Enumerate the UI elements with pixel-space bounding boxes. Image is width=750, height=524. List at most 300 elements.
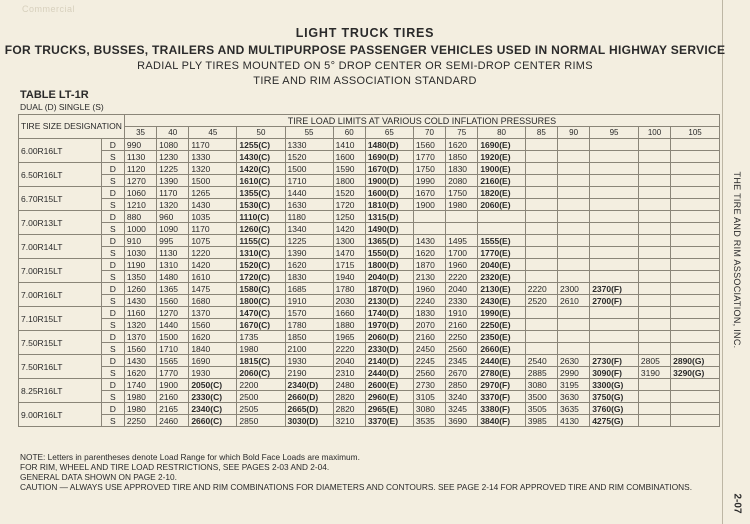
load-cell: 2040 (333, 355, 365, 367)
table-row (19, 211, 720, 223)
load-cell: 1520 (333, 187, 365, 199)
load-cell: 3380(F) (478, 403, 525, 415)
load-cell: 2160 (413, 331, 445, 343)
load-cell (525, 343, 557, 355)
load-cell: 1990(E) (478, 307, 525, 319)
load-cell: 1365(D) (365, 235, 413, 247)
mounting-type-cell: D (101, 331, 124, 343)
load-cell: 2250(E) (478, 319, 525, 331)
load-cell: 1910 (446, 307, 478, 319)
load-cell: 2730 (413, 379, 445, 391)
tire-size-cell: 6.70R15LT (19, 187, 102, 211)
mounting-type-cell: S (101, 247, 124, 259)
load-cell: 2030 (333, 295, 365, 307)
load-cell: 2140(D) (365, 355, 413, 367)
load-cell (590, 175, 639, 187)
load-cell: 1580(C) (237, 283, 285, 295)
load-cell: 2660(D) (285, 391, 333, 403)
load-cell (638, 247, 670, 259)
load-cell (590, 223, 639, 235)
load-cell: 1170 (157, 187, 189, 199)
notes-block (20, 452, 720, 492)
load-cell (671, 331, 720, 343)
pressure-header: 95 (590, 127, 639, 139)
load-cell (638, 319, 670, 331)
load-cell: 1620 (285, 259, 333, 271)
load-cell: 2040(E) (478, 259, 525, 271)
load-cell (590, 163, 639, 175)
load-cell: 2080 (446, 175, 478, 187)
rim-description: RADIAL PLY TIRES MOUNTED ON 5° DROP CENTER OR SEMI-DROP CENTER RIMS (137, 60, 593, 72)
load-cell: 1600 (333, 151, 365, 163)
load-cell (590, 271, 639, 283)
table-legend: DUAL (D) SINGLE (S) (20, 102, 104, 112)
load-cell: 1430 (124, 355, 156, 367)
page-subtitle: FOR TRUCKS, BUSSES, TRAILERS AND MULTIPURPOSE PASSENGER VEHICLES USED IN NORMAL HIGHWAY SERVICE (4, 43, 726, 57)
load-cell: 1970(D) (365, 319, 413, 331)
load-cell: 2220 (333, 343, 365, 355)
tire-size-cell: 7.00R16LT (19, 283, 102, 307)
load-cell: 2350(E) (478, 331, 525, 343)
table-row (19, 247, 720, 259)
load-cell (638, 187, 670, 199)
load-cell (557, 319, 589, 331)
load-cell (590, 199, 639, 211)
load-cell: 1520 (285, 151, 333, 163)
load-cell (590, 259, 639, 271)
load-cell: 1480(D) (365, 139, 413, 151)
load-cell: 1620 (124, 367, 156, 379)
mounting-type-cell: D (101, 259, 124, 271)
load-cell (671, 151, 720, 163)
load-cell: 1310(C) (237, 247, 285, 259)
load-cell (671, 139, 720, 151)
load-cell: 1355(C) (237, 187, 285, 199)
load-cell: 2660(C) (189, 415, 237, 427)
tire-size-cell: 8.25R16LT (19, 379, 102, 403)
load-cell: 1225 (157, 163, 189, 175)
load-cell: 1495 (446, 235, 478, 247)
table-row (19, 319, 720, 331)
load-cell (671, 163, 720, 175)
table-row (19, 331, 720, 343)
tire-size-cell: 7.00R14LT (19, 235, 102, 259)
load-cell (557, 331, 589, 343)
load-cell: 1960 (446, 259, 478, 271)
load-cell (671, 379, 720, 391)
table-row (19, 295, 720, 307)
load-cell: 2730(F) (590, 355, 639, 367)
mounting-type-cell: S (101, 223, 124, 235)
load-cell: 1980 (124, 391, 156, 403)
table-row (19, 307, 720, 319)
load-cell: 1780 (333, 283, 365, 295)
load-cell (557, 343, 589, 355)
load-cell: 1740(D) (365, 307, 413, 319)
load-cell: 1800 (333, 175, 365, 187)
load-cell (557, 247, 589, 259)
load-cell: 1610 (189, 271, 237, 283)
load-cell (638, 307, 670, 319)
standard-label: TIRE AND RIM ASSOCIATION STANDARD (253, 75, 477, 87)
load-cell (671, 415, 720, 427)
table-row (19, 151, 720, 163)
load-cell: 1670 (413, 187, 445, 199)
load-cell: 1550(D) (365, 247, 413, 259)
tire-size-cell: 7.10R15LT (19, 307, 102, 331)
mounting-type-cell: S (101, 343, 124, 355)
load-cell: 1830 (285, 271, 333, 283)
load-cell (590, 151, 639, 163)
load-cell (525, 151, 557, 163)
load-cell (525, 307, 557, 319)
load-cell: 1680 (189, 295, 237, 307)
mounting-type-cell: D (101, 307, 124, 319)
load-cell (413, 211, 445, 223)
load-cell: 2370(F) (590, 283, 639, 295)
load-cell (590, 211, 639, 223)
load-cell: 2130 (413, 271, 445, 283)
load-cell: 1440 (285, 187, 333, 199)
load-cell: 2040 (446, 283, 478, 295)
load-cell (638, 151, 670, 163)
load-cell (590, 235, 639, 247)
load-cell (671, 223, 720, 235)
load-cell (638, 139, 670, 151)
load-cell: 1560 (124, 343, 156, 355)
load-cell (557, 163, 589, 175)
load-cell: 1830 (413, 307, 445, 319)
load-cell: 1090 (157, 223, 189, 235)
load-cell: 1000 (124, 223, 156, 235)
load-cell: 1270 (124, 175, 156, 187)
mounting-type-cell: S (101, 295, 124, 307)
load-cell (671, 307, 720, 319)
load-cell: 3190 (638, 367, 670, 379)
load-cell (557, 211, 589, 223)
load-cell: 2440(E) (478, 355, 525, 367)
load-cell: 960 (157, 211, 189, 223)
tire-size-cell: 7.00R15LT (19, 259, 102, 283)
load-cell (525, 331, 557, 343)
load-cell: 1490(D) (365, 223, 413, 235)
load-cell (638, 223, 670, 235)
load-cell: 2345 (446, 355, 478, 367)
mounting-type-cell: D (101, 283, 124, 295)
tire-size-cell: 7.50R15LT (19, 331, 102, 355)
mounting-type-cell: D (101, 139, 124, 151)
load-cell: 1940 (333, 271, 365, 283)
load-cell: 3370(E) (365, 415, 413, 427)
mounting-type-cell: S (101, 319, 124, 331)
load-cell: 1220 (189, 247, 237, 259)
load-cell: 1710 (157, 343, 189, 355)
load-cell: 1075 (189, 235, 237, 247)
load-cell (557, 139, 589, 151)
table-row (19, 355, 720, 367)
load-cell: 2820 (333, 403, 365, 415)
load-cell: 1620 (446, 139, 478, 151)
load-cell: 1900(D) (365, 175, 413, 187)
load-cell: 1320 (124, 319, 156, 331)
pressure-header: 45 (189, 127, 237, 139)
mounting-type-cell: S (101, 199, 124, 211)
load-cell: 1600(D) (365, 187, 413, 199)
table-label: TABLE LT-1R (20, 89, 89, 101)
load-cell: 1660 (333, 307, 365, 319)
load-header: TIRE LOAD LIMITS AT VARIOUS COLD INFLATION PRESSURES (124, 115, 719, 127)
load-cell: 1035 (189, 211, 237, 223)
load-cell: 3245 (446, 403, 478, 415)
load-cell: 1520(C) (237, 259, 285, 271)
load-cell (557, 187, 589, 199)
load-cell: 1230 (157, 151, 189, 163)
load-cell (478, 223, 525, 235)
mounting-type-cell: D (101, 379, 124, 391)
load-cell (557, 259, 589, 271)
load-cell (671, 235, 720, 247)
load-cell (671, 295, 720, 307)
load-cell: 1565 (157, 355, 189, 367)
load-cell: 1430 (413, 235, 445, 247)
load-cell (557, 151, 589, 163)
load-cell: 2500 (237, 391, 285, 403)
load-cell: 1320 (189, 163, 237, 175)
load-cell: 1750 (446, 187, 478, 199)
load-cell: 2340(C) (189, 403, 237, 415)
table-row (19, 187, 720, 199)
note-line: FOR RIM, WHEEL AND TIRE LOAD RESTRICTIONS, SEE PAGES 2-03 AND 2-04. (20, 462, 330, 472)
load-cell: 1420 (333, 223, 365, 235)
load-cell: 2340(D) (285, 379, 333, 391)
load-cell: 990 (124, 139, 156, 151)
mounting-type-cell: D (101, 403, 124, 415)
load-cell: 2505 (237, 403, 285, 415)
table-row (19, 271, 720, 283)
table-row (19, 403, 720, 415)
load-cell: 1880 (333, 319, 365, 331)
load-cell: 1210 (124, 199, 156, 211)
load-cell: 3290(G) (671, 367, 720, 379)
load-cell (590, 319, 639, 331)
table-row (19, 235, 720, 247)
load-cell (446, 211, 478, 223)
load-cell: 2480 (333, 379, 365, 391)
load-cell (525, 259, 557, 271)
load-cell (590, 187, 639, 199)
pressure-header: 100 (638, 127, 670, 139)
load-cell: 2100 (285, 343, 333, 355)
load-cell: 1770 (157, 367, 189, 379)
load-cell (557, 235, 589, 247)
load-cell: 1270 (157, 307, 189, 319)
load-cell: 1180 (285, 211, 333, 223)
size-header: TIRE SIZE DESIGNATION (19, 115, 125, 139)
load-cell (671, 175, 720, 187)
load-cell (671, 283, 720, 295)
tire-size-cell: 6.00R16LT (19, 139, 102, 163)
load-cell: 2130(E) (478, 283, 525, 295)
load-cell (525, 211, 557, 223)
load-cell: 1770 (413, 151, 445, 163)
table-row (19, 259, 720, 271)
load-cell: 1080 (157, 139, 189, 151)
load-cell (671, 391, 720, 403)
note-line: CAUTION — ALWAYS USE APPROVED TIRE AND RIM COMBINATIONS FOR DIAMETERS AND CONTOURS. SEE PAGE 2-14 FOR APPROVED TIRE AND RIM COMBINATIONS. (20, 482, 693, 492)
load-cell: 1715 (333, 259, 365, 271)
load-cell: 1670(D) (365, 163, 413, 175)
load-cell: 1850 (285, 331, 333, 343)
pressure-header: 105 (671, 127, 720, 139)
load-cell: 1555(E) (478, 235, 525, 247)
load-cell: 2540 (525, 355, 557, 367)
load-cell: 1690(D) (365, 151, 413, 163)
load-cell: 1735 (237, 331, 285, 343)
load-cell: 3030(D) (285, 415, 333, 427)
load-cell: 1120 (124, 163, 156, 175)
load-cell (638, 235, 670, 247)
load-cell: 2660(E) (478, 343, 525, 355)
mounting-type-cell: D (101, 235, 124, 247)
load-cell (525, 319, 557, 331)
load-cell: 2460 (157, 415, 189, 427)
load-cell (557, 271, 589, 283)
load-cell (671, 271, 720, 283)
load-cell: 1500 (285, 163, 333, 175)
load-cell: 4130 (557, 415, 589, 427)
load-cell: 2245 (413, 355, 445, 367)
load-cell: 910 (124, 235, 156, 247)
load-cell: 1440 (157, 319, 189, 331)
pressure-header: 85 (525, 127, 557, 139)
load-cell (590, 139, 639, 151)
load-cell (671, 259, 720, 271)
load-cell: 3635 (557, 403, 589, 415)
load-cell (638, 271, 670, 283)
load-cell: 1870(D) (365, 283, 413, 295)
pressure-header: 35 (124, 127, 156, 139)
load-cell: 1630 (285, 199, 333, 211)
mounting-type-cell: S (101, 415, 124, 427)
load-cell (525, 199, 557, 211)
load-cell: 1470 (333, 247, 365, 259)
load-cell: 3090(F) (590, 367, 639, 379)
load-cell: 2440(D) (365, 367, 413, 379)
table-body (19, 139, 720, 427)
mounting-type-cell: D (101, 211, 124, 223)
load-cell (446, 223, 478, 235)
load-cell: 1350 (124, 271, 156, 283)
load-cell (590, 247, 639, 259)
mounting-type-cell: D (101, 355, 124, 367)
load-cell: 2450 (413, 343, 445, 355)
load-cell: 2885 (525, 367, 557, 379)
load-cell: 2220 (525, 283, 557, 295)
load-cell (671, 247, 720, 259)
load-cell: 2850 (446, 379, 478, 391)
load-cell (638, 211, 670, 223)
load-cell: 1560 (189, 319, 237, 331)
load-cell: 2200 (237, 379, 285, 391)
load-cell: 2160(E) (478, 175, 525, 187)
load-cell: 1830 (446, 163, 478, 175)
load-cell (525, 223, 557, 235)
load-cell: 1365 (157, 283, 189, 295)
pressure-header: 70 (413, 127, 445, 139)
load-table (18, 114, 720, 427)
load-cell: 2610 (557, 295, 589, 307)
load-cell: 1330 (285, 139, 333, 151)
load-cell (525, 175, 557, 187)
load-cell: 1330 (189, 151, 237, 163)
load-cell (525, 139, 557, 151)
load-cell: 1590 (333, 163, 365, 175)
tire-size-cell: 6.50R16LT (19, 163, 102, 187)
load-cell: 2220 (446, 271, 478, 283)
load-cell: 1980 (446, 199, 478, 211)
load-cell: 1800(D) (365, 259, 413, 271)
load-cell: 1980 (124, 403, 156, 415)
load-cell: 2250 (124, 415, 156, 427)
load-cell: 1480 (157, 271, 189, 283)
load-cell: 3750(G) (590, 391, 639, 403)
tire-size-cell: 7.00R13LT (19, 211, 102, 235)
page-title: LIGHT TRUCK TIRES (295, 26, 435, 40)
load-cell: 1500 (189, 175, 237, 187)
load-cell: 1900 (413, 199, 445, 211)
table-row (19, 163, 720, 175)
load-cell: 1700 (446, 247, 478, 259)
table-row (19, 199, 720, 211)
load-cell: 1155(C) (237, 235, 285, 247)
load-cell: 1130 (157, 247, 189, 259)
load-cell: 3080 (413, 403, 445, 415)
pressure-header: 50 (237, 127, 285, 139)
load-cell: 1060 (124, 187, 156, 199)
load-cell: 1965 (333, 331, 365, 343)
load-cell: 3500 (525, 391, 557, 403)
load-cell: 1770(E) (478, 247, 525, 259)
load-cell: 3240 (446, 391, 478, 403)
load-cell: 880 (124, 211, 156, 223)
table-row (19, 343, 720, 355)
mounting-type-cell: S (101, 151, 124, 163)
mounting-type-cell: S (101, 367, 124, 379)
load-cell (525, 271, 557, 283)
load-cell: 1870 (413, 259, 445, 271)
load-cell: 2160 (157, 391, 189, 403)
load-cell: 3210 (333, 415, 365, 427)
load-cell: 1720(C) (237, 271, 285, 283)
load-cell: 2050(C) (189, 379, 237, 391)
load-cell: 1370 (124, 331, 156, 343)
load-cell: 3985 (525, 415, 557, 427)
pressure-header: 55 (285, 127, 333, 139)
load-cell: 1810(D) (365, 199, 413, 211)
title-block (0, 26, 730, 87)
table-row (19, 283, 720, 295)
load-cell: 2300 (557, 283, 589, 295)
load-cell (638, 259, 670, 271)
load-cell: 1370 (189, 307, 237, 319)
load-cell: 1315(D) (365, 211, 413, 223)
table-row (19, 415, 720, 427)
tire-size-cell: 9.00R16LT (19, 403, 102, 427)
load-cell: 1500 (157, 331, 189, 343)
load-cell: 1265 (189, 187, 237, 199)
load-cell (671, 187, 720, 199)
load-cell (590, 331, 639, 343)
